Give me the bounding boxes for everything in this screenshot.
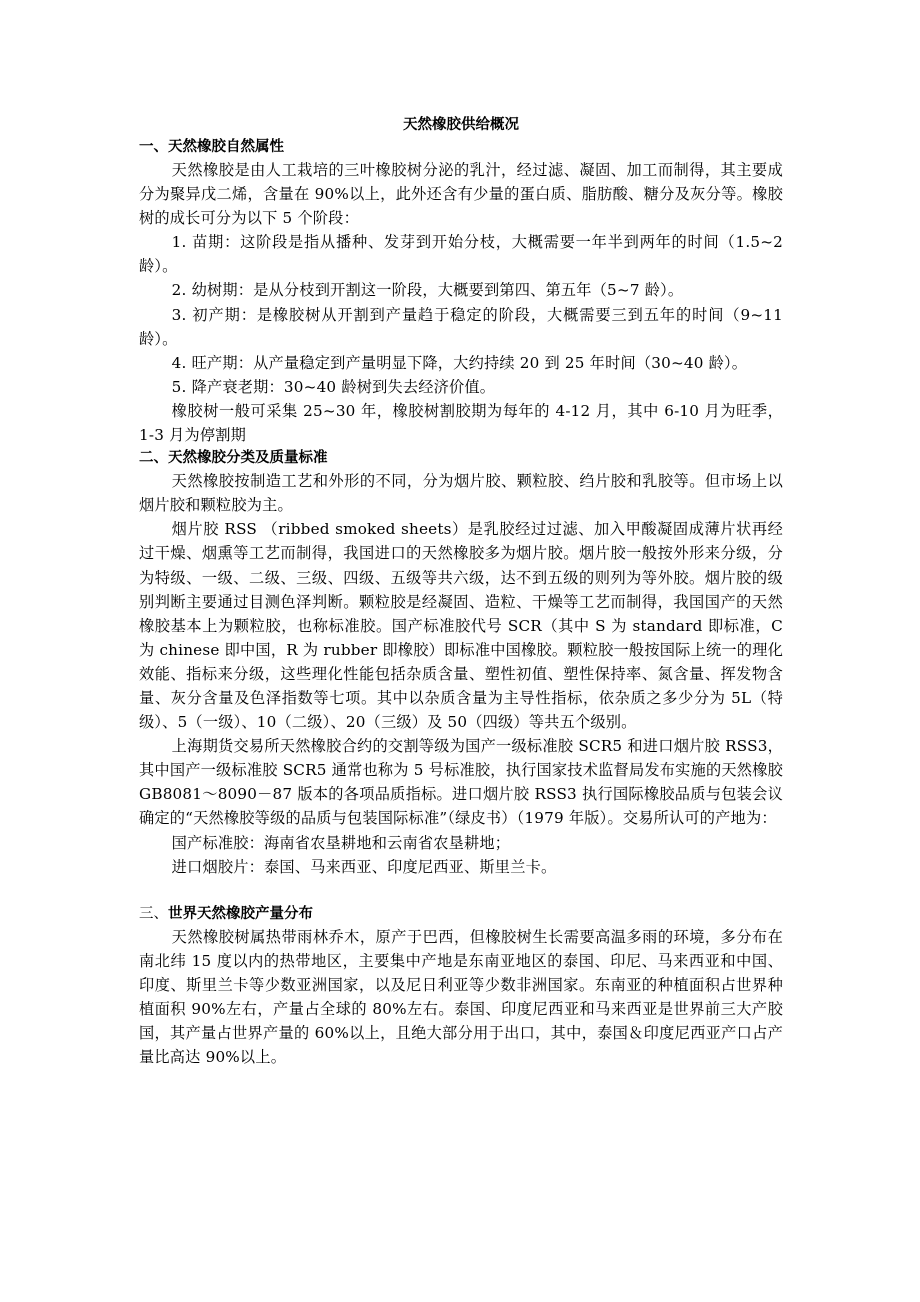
blank-line (139, 879, 783, 903)
paragraph: 天然橡胶按制造工艺和外形的不同，分为烟片胶、颗粒胶、绉片胶和乳胶等。但市场上以烟片胶和颗粒胶为主。 (139, 472, 783, 515)
section-number: 二、 (139, 450, 168, 467)
paragraph: 天然橡胶是由人工栽培的三叶橡胶树分泌的乳汁，经过滤、凝固、加工而制得，其主要成分为聚异戊二烯，含量在 90%以上，此外还含有少量的蛋白质、脂肪酸、糖分及灰分等。橡胶树的成长可分为以下 5 个阶段： (139, 161, 783, 228)
section-heading (139, 136, 783, 158)
paragraph: 天然橡胶树属热带雨林乔木，原产于巴西，但橡胶树生长需要高温多雨的环境，多分布在南北纬 15 度以内的热带地区，主要集中产地是东南亚地区的泰国、印尼、马来西亚和中国、印度、斯里兰卡等少数亚洲国家，以及尼日利亚等少数非洲国家。东南亚的种植面积占世界种植面积 90%左右，产量占全球的 80%左右。泰国、印度尼西亚和马来西亚是世界前三大产胶国，其产量占世界产量的 60%以上，且绝大部分用于出口，其中，泰国＆印度尼西亚产口占产量比高达 90%以上。 (139, 927, 783, 1067)
list-item-stage-3: 3. 初产期：是橡胶树从开割到产量趋于稳定的阶段，大概需要三到五年的时间（9~11 龄）。 (139, 305, 783, 348)
section-heading (139, 903, 783, 925)
list-item-stage-1: 1. 苗期：这阶段是指从播种、发芽到开始分枝，大概需要一年半到两年的时间（1.5~2 龄）。 (139, 233, 783, 276)
section-number: 一、 (139, 139, 168, 155)
paragraph-origin-domestic: 国产标准胶：海南省农垦耕地和云南省农垦耕地； (171, 833, 511, 852)
section-world-production (139, 903, 783, 1070)
section-classification-quality (139, 447, 783, 879)
list-item-stage-2: 2. 幼树期：是从分枝到开割这一阶段，大概要到第四、第五年（5~7 龄）。 (171, 281, 684, 300)
paragraph-origin-import: 进口烟胶片：泰国、马来西亚、印度尼西亚、斯里兰卡。 (171, 857, 557, 876)
list-item-stage-5: 5. 降产衰老期：30~40 龄树到失去经济价值。 (171, 377, 496, 396)
section-heading-text: 天然橡胶自然属性 (168, 139, 284, 155)
section-natural-properties (139, 136, 783, 447)
paragraph: 上海期货交易所天然橡胶合约的交割等级为国产一级标准胶 SCR5 和进口烟片胶 RSS3，其中国产一级标准胶 SCR5 通常也称为 5 号标准胶，执行国家技术监督局发布实施的天然橡胶 GB8081～8090－87 版本的各项品质指标。进口烟片胶 RSS3 执行国际橡胶品质与包装会议确定的“天然橡胶等级的品质与包装国际标准”（绿皮书）（1979 年版）。交易所认可的产地为： (139, 737, 783, 828)
document-title: 天然橡胶供给概况 (403, 117, 519, 133)
paragraph: 橡胶树一般可采集 25~30 年，橡胶树割胶期为每年的 4-12 月，其中 6-10 月为旺季，1-3 月为停割期 (139, 401, 783, 445)
section-heading-text: 世界天然橡胶产量分布 (168, 905, 313, 922)
section-number: 三、 (139, 905, 168, 922)
document-page (139, 114, 783, 1069)
section-heading (139, 447, 783, 469)
list-item-stage-4: 4. 旺产期：从产量稳定到产量明显下降，大约持续 20 到 25 年时间（30~40 龄）。 (171, 353, 748, 372)
section-heading-text: 天然橡胶分类及质量标准 (168, 450, 328, 467)
paragraph: 烟片胶 RSS （ribbed smoked sheets）是乳胶经过过滤、加入甲酸凝固成薄片状再经过干燥、烟熏等工艺而制得，我国进口的天然橡胶多为烟片胶。烟片胶一般按外形来分级，分为特级、一级、二级、三级、四级、五级等共六级，达不到五级的则列为等外胶。烟片胶的级别判断主要通过目测色泽判断。颗粒胶是经凝固、造粒、干燥等工艺而制得，我国国产的天然橡胶基本上为颗粒胶，也称标准胶。国产标准胶代号 SCR（其中 S 为 standard 即标准，C 为 chinese 即中国，R 为 rubber 即橡胶）即标准中国橡胶。颗粒胶一般按国际上统一的理化效能、指标来分级，这些理化性能包括杂质含量、塑性初值、塑性保持率、氮含量、挥发物含量、灰分含量及色泽指数等七项。其中以杂质含量为主导性指标，依杂质之多少分为 5L（特级）、5（一级）、10（二级）、20（三级）及 50（四级）等共五个级别。 (139, 520, 783, 732)
